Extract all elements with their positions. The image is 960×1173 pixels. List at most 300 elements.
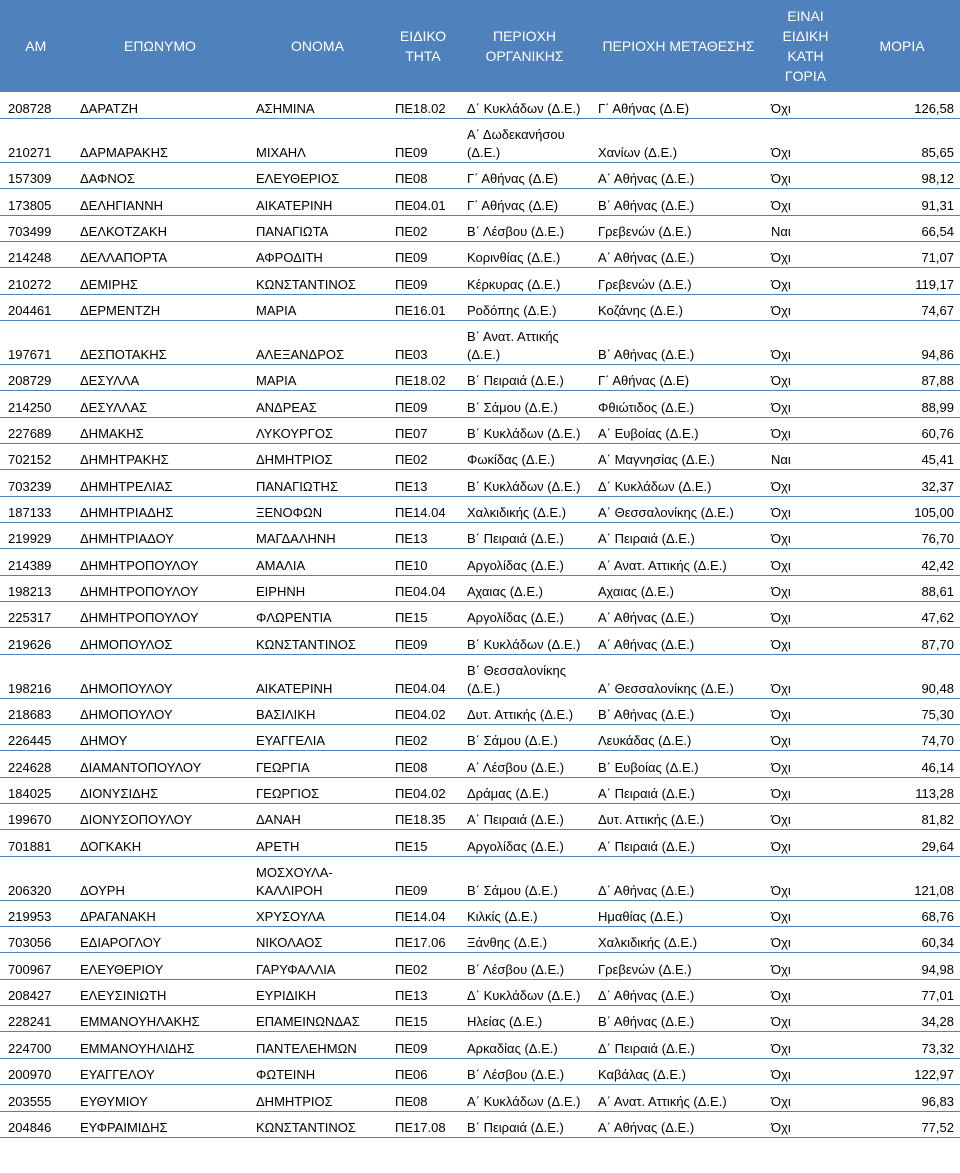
cell-points: 77,01 <box>844 979 960 1005</box>
cell-transfer-area: Χαλκιδικής (Δ.Ε.) <box>590 927 767 953</box>
table-row <box>0 751 960 777</box>
cell-am: 173805 <box>0 189 72 215</box>
cell-surname: ΕΥΦΡΑΙΜΙΔΗΣ <box>72 1111 248 1137</box>
table-row <box>0 549 960 575</box>
cell-transfer-area: Λευκάδας (Δ.Ε.) <box>590 725 767 751</box>
cell-points: 34,28 <box>844 1006 960 1032</box>
cell-points: 113,28 <box>844 777 960 803</box>
cell-surname: ΔΗΜΟΠΟΥΛΟΣ <box>72 628 248 654</box>
cell-points: 94,86 <box>844 320 960 364</box>
table-row <box>0 215 960 241</box>
cell-points: 74,70 <box>844 725 960 751</box>
table-row <box>0 654 960 698</box>
table-body <box>0 92 960 1137</box>
cell-points: 46,14 <box>844 751 960 777</box>
cell-transfer-area: Ημαθίας (Δ.Ε.) <box>590 900 767 926</box>
cell-am: 700967 <box>0 953 72 979</box>
cell-surname: ΔΗΜΗΤΡΟΠΟΥΛΟΥ <box>72 575 248 601</box>
table-row <box>0 241 960 267</box>
cell-name: ΓΑΡΥΦΑΛΛΙΑ <box>248 953 387 979</box>
cell-name: ΜΙΧΑΗΛ <box>248 118 387 162</box>
cell-transfer-area: Α΄ Αθήνας (Δ.Ε.) <box>590 1111 767 1137</box>
table-row <box>0 698 960 724</box>
cell-points: 91,31 <box>844 189 960 215</box>
cell-special-category: Όχι <box>767 628 844 654</box>
cell-organic-area: Αχαιας (Δ.Ε.) <box>459 575 590 601</box>
table-row <box>0 979 960 1005</box>
cell-organic-area: Ξάνθης (Δ.Ε.) <box>459 927 590 953</box>
cell-special-category: Όχι <box>767 391 844 417</box>
cell-organic-area: Κέρκυρας (Δ.Ε.) <box>459 268 590 294</box>
cell-name: ΓΕΩΡΓΙΑ <box>248 751 387 777</box>
cell-surname: ΔΗΜΟΠΟΥΛΟΥ <box>72 698 248 724</box>
table-row <box>0 522 960 548</box>
cell-special-category: Όχι <box>767 1085 844 1111</box>
cell-am: 208427 <box>0 979 72 1005</box>
cell-organic-area: Δράμας (Δ.Ε.) <box>459 777 590 803</box>
cell-transfer-area: Α΄ Πειραιά (Δ.Ε.) <box>590 830 767 856</box>
cell-points: 42,42 <box>844 549 960 575</box>
table-row <box>0 1111 960 1137</box>
table-row <box>0 496 960 522</box>
cell-organic-area: Ηλείας (Δ.Ε.) <box>459 1006 590 1032</box>
cell-am: 214389 <box>0 549 72 575</box>
cell-name: ΚΩΝΣΤΑΝΤΙΝΟΣ <box>248 1111 387 1137</box>
cell-am: 219953 <box>0 900 72 926</box>
cell-transfer-area: Α΄ Ανατ. Αττικής (Δ.Ε.) <box>590 1085 767 1111</box>
header-specialty-line2: ΤΗΤΑ <box>405 48 441 64</box>
cell-organic-area: Ροδόπης (Δ.Ε.) <box>459 294 590 320</box>
cell-am: 203555 <box>0 1085 72 1111</box>
cell-special-category: Όχι <box>767 294 844 320</box>
cell-specialty: ΠΕ18.35 <box>387 804 459 830</box>
header-transfer-area: ΠΕΡΙΟΧΗ ΜΕΤΑΘΕΣΗΣ <box>590 0 767 92</box>
cell-special-category: Όχι <box>767 92 844 118</box>
cell-organic-area: Β΄ Λέσβου (Δ.Ε.) <box>459 215 590 241</box>
cell-points: 88,99 <box>844 391 960 417</box>
cell-points: 90,48 <box>844 654 960 698</box>
cell-organic-area: Β΄ Κυκλάδων (Δ.Ε.) <box>459 417 590 443</box>
cell-transfer-area: Β΄ Αθήνας (Δ.Ε.) <box>590 320 767 364</box>
cell-organic-area: Γ΄ Αθήνας (Δ.Ε) <box>459 162 590 188</box>
cell-name: ΓΕΩΡΓΙΟΣ <box>248 777 387 803</box>
cell-surname: ΔΕΜΙΡΗΣ <box>72 268 248 294</box>
cell-specialty: ΠΕ02 <box>387 725 459 751</box>
cell-surname: ΔΕΡΜΕΝΤΖΗ <box>72 294 248 320</box>
cell-specialty: ΠΕ10 <box>387 549 459 575</box>
header-specialty-line1: ΕΙΔΙΚΟ <box>399 28 447 44</box>
table-row <box>0 628 960 654</box>
cell-am: 219929 <box>0 522 72 548</box>
cell-specialty: ΠΕ13 <box>387 522 459 548</box>
cell-specialty: ΠΕ15 <box>387 1006 459 1032</box>
cell-specialty: ΠΕ09 <box>387 856 459 900</box>
cell-points: 71,07 <box>844 241 960 267</box>
cell-surname: ΔΙΟΝΥΣΙΔΗΣ <box>72 777 248 803</box>
cell-name: ΑΣΗΜΙΝΑ <box>248 92 387 118</box>
cell-specialty: ΠΕ02 <box>387 443 459 469</box>
table-row <box>0 92 960 118</box>
cell-points: 60,76 <box>844 417 960 443</box>
cell-special-category: Όχι <box>767 241 844 267</box>
cell-specialty: ΠΕ04.04 <box>387 575 459 601</box>
cell-organic-area: Β΄ Κυκλάδων (Δ.Ε.) <box>459 628 590 654</box>
cell-organic-area: Α΄ Κυκλάδων (Δ.Ε.) <box>459 1085 590 1111</box>
header-points: ΜΟΡΙΑ <box>844 0 960 92</box>
cell-transfer-area: Β΄ Αθήνας (Δ.Ε.) <box>590 1006 767 1032</box>
cell-transfer-area: Γρεβενών (Δ.Ε.) <box>590 953 767 979</box>
cell-special-category: Όχι <box>767 1032 844 1058</box>
cell-specialty: ΠΕ09 <box>387 241 459 267</box>
cell-transfer-area: Γρεβενών (Δ.Ε.) <box>590 268 767 294</box>
cell-transfer-area: Δ΄ Πειραιά (Δ.Ε.) <box>590 1032 767 1058</box>
cell-am: 225317 <box>0 602 72 628</box>
cell-transfer-area: Δ΄ Αθήνας (Δ.Ε.) <box>590 979 767 1005</box>
table-row <box>0 391 960 417</box>
header-special-line2: ΕΙΔΙΚΗ <box>782 28 829 44</box>
cell-special-category: Όχι <box>767 268 844 294</box>
cell-name: ΒΑΣΙΛΙΚΗ <box>248 698 387 724</box>
cell-organic-area: Α΄ Πειραιά (Δ.Ε.) <box>459 804 590 830</box>
cell-specialty: ΠΕ09 <box>387 628 459 654</box>
cell-am: 197671 <box>0 320 72 364</box>
header-special-line3: ΚΑΤΗ <box>787 48 824 64</box>
cell-am: 227689 <box>0 417 72 443</box>
cell-surname: ΔΗΜΗΤΡΟΠΟΥΛΟΥ <box>72 602 248 628</box>
cell-points: 68,76 <box>844 900 960 926</box>
table-row <box>0 1058 960 1084</box>
cell-specialty: ΠΕ04.02 <box>387 777 459 803</box>
cell-organic-area: Α΄ Δωδεκανήσου (Δ.Ε.) <box>459 118 590 162</box>
cell-organic-area: Β΄ Ανατ. Αττικής (Δ.Ε.) <box>459 320 590 364</box>
cell-am: 204461 <box>0 294 72 320</box>
cell-surname: ΔΕΣΥΛΛΑΣ <box>72 391 248 417</box>
cell-points: 88,61 <box>844 575 960 601</box>
table-row <box>0 575 960 601</box>
cell-am: 218683 <box>0 698 72 724</box>
cell-specialty: ΠΕ15 <box>387 830 459 856</box>
cell-specialty: ΠΕ15 <box>387 602 459 628</box>
cell-transfer-area: Α΄ Πειραιά (Δ.Ε.) <box>590 777 767 803</box>
cell-points: 94,98 <box>844 953 960 979</box>
cell-transfer-area: Α΄ Αθήνας (Δ.Ε.) <box>590 241 767 267</box>
cell-points: 98,12 <box>844 162 960 188</box>
cell-name: ΕΥΑΓΓΕΛΙΑ <box>248 725 387 751</box>
table-row <box>0 320 960 364</box>
cell-name: ΕΛΕΥΘΕΡΙΟΣ <box>248 162 387 188</box>
cell-am: 199670 <box>0 804 72 830</box>
cell-special-category: Όχι <box>767 804 844 830</box>
cell-organic-area: Δ΄ Κυκλάδων (Δ.Ε.) <box>459 92 590 118</box>
table-row <box>0 294 960 320</box>
cell-surname: ΕΔΙΑΡΟΓΛΟΥ <box>72 927 248 953</box>
cell-specialty: ΠΕ13 <box>387 470 459 496</box>
cell-surname: ΔΗΜΗΤΡΟΠΟΥΛΟΥ <box>72 549 248 575</box>
cell-organic-area: Β΄ Λέσβου (Δ.Ε.) <box>459 953 590 979</box>
cell-specialty: ΠΕ17.08 <box>387 1111 459 1137</box>
cell-organic-area: Β΄ Σάμου (Δ.Ε.) <box>459 725 590 751</box>
cell-name: ΑΙΚΑΤΕΡΙΝΗ <box>248 654 387 698</box>
cell-transfer-area: Γ΄ Αθήνας (Δ.Ε) <box>590 92 767 118</box>
cell-points: 121,08 <box>844 856 960 900</box>
cell-transfer-area: Α΄ Αθήνας (Δ.Ε.) <box>590 628 767 654</box>
cell-transfer-area: Α΄ Ευβοίας (Δ.Ε.) <box>590 417 767 443</box>
table-row <box>0 927 960 953</box>
cell-surname: ΕΜΜΑΝΟΥΗΛΙΔΗΣ <box>72 1032 248 1058</box>
cell-points: 73,32 <box>844 1032 960 1058</box>
header-organic-line1: ΠΕΡΙΟΧΗ <box>492 28 556 44</box>
cell-points: 60,34 <box>844 927 960 953</box>
cell-surname: ΔΕΣΥΛΛΑ <box>72 364 248 390</box>
table-row <box>0 364 960 390</box>
cell-organic-area: Β΄ Πειραιά (Δ.Ε.) <box>459 522 590 548</box>
cell-specialty: ΠΕ02 <box>387 953 459 979</box>
cell-points: 47,62 <box>844 602 960 628</box>
cell-special-category: Όχι <box>767 927 844 953</box>
cell-surname: ΔΗΜΑΚΗΣ <box>72 417 248 443</box>
cell-transfer-area: Γρεβενών (Δ.Ε.) <box>590 215 767 241</box>
cell-specialty: ΠΕ09 <box>387 391 459 417</box>
cell-am: 703056 <box>0 927 72 953</box>
cell-am: 198216 <box>0 654 72 698</box>
cell-name: ΝΙΚΟΛΑΟΣ <box>248 927 387 953</box>
cell-surname: ΔΑΡΜΑΡΑΚΗΣ <box>72 118 248 162</box>
cell-name: ΜΑΡΙΑ <box>248 294 387 320</box>
cell-name: ΔΗΜΗΤΡΙΟΣ <box>248 443 387 469</box>
table-row <box>0 417 960 443</box>
cell-special-category: Όχι <box>767 1111 844 1137</box>
cell-name: ΑΜΑΛΙΑ <box>248 549 387 575</box>
table-row <box>0 777 960 803</box>
cell-specialty: ΠΕ09 <box>387 1032 459 1058</box>
cell-transfer-area: Γ΄ Αθήνας (Δ.Ε) <box>590 364 767 390</box>
cell-specialty: ΠΕ04.04 <box>387 654 459 698</box>
table-row <box>0 900 960 926</box>
cell-organic-area: Β΄ Θεσσαλονίκης (Δ.Ε.) <box>459 654 590 698</box>
cell-points: 66,54 <box>844 215 960 241</box>
cell-am: 214250 <box>0 391 72 417</box>
table-row <box>0 443 960 469</box>
cell-surname: ΕΜΜΑΝΟΥΗΛΑΚΗΣ <box>72 1006 248 1032</box>
table-row <box>0 1006 960 1032</box>
cell-transfer-area: Α΄ Αθήνας (Δ.Ε.) <box>590 162 767 188</box>
cell-am: 224700 <box>0 1032 72 1058</box>
cell-specialty: ΠΕ13 <box>387 979 459 1005</box>
cell-organic-area: Αργολίδας (Δ.Ε.) <box>459 602 590 628</box>
cell-surname: ΔΕΛΗΓΙΑΝΝΗ <box>72 189 248 215</box>
cell-name: ΔΑΝΑΗ <box>248 804 387 830</box>
cell-am: 703239 <box>0 470 72 496</box>
header-specialty <box>387 0 459 92</box>
cell-am: 219626 <box>0 628 72 654</box>
cell-special-category: Όχι <box>767 698 844 724</box>
cell-organic-area: Κορινθίας (Δ.Ε.) <box>459 241 590 267</box>
cell-points: 74,67 <box>844 294 960 320</box>
cell-name: ΛΥΚΟΥΡΓΟΣ <box>248 417 387 443</box>
cell-specialty: ΠΕ07 <box>387 417 459 443</box>
cell-specialty: ΠΕ17.06 <box>387 927 459 953</box>
cell-specialty: ΠΕ08 <box>387 162 459 188</box>
cell-name: ΜΑΓΔΑΛΗΝΗ <box>248 522 387 548</box>
cell-am: 224628 <box>0 751 72 777</box>
cell-organic-area: Δυτ. Αττικής (Δ.Ε.) <box>459 698 590 724</box>
cell-surname: ΔΡΑΓΑΝΑΚΗ <box>72 900 248 926</box>
cell-surname: ΔΗΜΗΤΡΕΛΙΑΣ <box>72 470 248 496</box>
cell-transfer-area: Α΄ Θεσσαλονίκης (Δ.Ε.) <box>590 654 767 698</box>
cell-specialty: ΠΕ08 <box>387 751 459 777</box>
table-row <box>0 1032 960 1058</box>
cell-specialty: ΠΕ03 <box>387 320 459 364</box>
header-am: ΑΜ <box>0 0 72 92</box>
cell-specialty: ΠΕ04.02 <box>387 698 459 724</box>
table-row <box>0 830 960 856</box>
cell-special-category: Όχι <box>767 118 844 162</box>
cell-organic-area: Β΄ Κυκλάδων (Δ.Ε.) <box>459 470 590 496</box>
cell-special-category: Όχι <box>767 575 844 601</box>
cell-points: 126,58 <box>844 92 960 118</box>
cell-points: 87,88 <box>844 364 960 390</box>
cell-am: 204846 <box>0 1111 72 1137</box>
cell-points: 81,82 <box>844 804 960 830</box>
cell-organic-area: Α΄ Λέσβου (Δ.Ε.) <box>459 751 590 777</box>
cell-specialty: ΠΕ14.04 <box>387 496 459 522</box>
cell-special-category: Όχι <box>767 777 844 803</box>
cell-am: 208728 <box>0 92 72 118</box>
cell-name: ΧΡΥΣΟΥΛΑ <box>248 900 387 926</box>
table-row <box>0 856 960 900</box>
cell-special-category: Όχι <box>767 830 844 856</box>
cell-points: 122,97 <box>844 1058 960 1084</box>
table-row <box>0 602 960 628</box>
cell-organic-area: Β΄ Λέσβου (Δ.Ε.) <box>459 1058 590 1084</box>
cell-specialty: ΠΕ18.02 <box>387 92 459 118</box>
cell-surname: ΔΙΟΝΥΣΟΠΟΥΛΟΥ <box>72 804 248 830</box>
cell-transfer-area: Δ΄ Κυκλάδων (Δ.Ε.) <box>590 470 767 496</box>
header-organic-line2: ΟΡΓΑΝΙΚΗΣ <box>485 48 564 64</box>
cell-surname: ΔΙΑΜΑΝΤΟΠΟΥΛΟΥ <box>72 751 248 777</box>
cell-name: ΕΠΑΜΕΙΝΩΝΔΑΣ <box>248 1006 387 1032</box>
header-special-line4: ΓΟΡΙΑ <box>784 68 827 84</box>
cell-organic-area: Χαλκιδικής (Δ.Ε.) <box>459 496 590 522</box>
cell-name: ΦΛΩΡΕΝΤΙΑ <box>248 602 387 628</box>
cell-am: 214248 <box>0 241 72 267</box>
table-row <box>0 118 960 162</box>
cell-am: 226445 <box>0 725 72 751</box>
cell-specialty: ΠΕ14.04 <box>387 900 459 926</box>
table-row <box>0 189 960 215</box>
cell-specialty: ΠΕ09 <box>387 118 459 162</box>
cell-special-category: Όχι <box>767 496 844 522</box>
header-special-category <box>767 0 844 92</box>
cell-transfer-area: Δ΄ Αθήνας (Δ.Ε.) <box>590 856 767 900</box>
cell-special-category: Όχι <box>767 654 844 698</box>
cell-points: 75,30 <box>844 698 960 724</box>
table-row <box>0 953 960 979</box>
cell-special-category: Όχι <box>767 1058 844 1084</box>
cell-points: 85,65 <box>844 118 960 162</box>
cell-name: ΑΛΕΞΑΝΔΡΟΣ <box>248 320 387 364</box>
cell-special-category: Όχι <box>767 725 844 751</box>
table-row <box>0 470 960 496</box>
cell-surname: ΕΛΕΥΘΕΡΙΟΥ <box>72 953 248 979</box>
cell-am: 208729 <box>0 364 72 390</box>
header-surname: ΕΠΩΝΥΜΟ <box>72 0 248 92</box>
cell-special-category: Ναι <box>767 215 844 241</box>
cell-name: ΔΗΜΗΤΡΙΟΣ <box>248 1085 387 1111</box>
cell-surname: ΔΗΜΟΠΟΥΛΟΥ <box>72 654 248 698</box>
cell-special-category: Όχι <box>767 602 844 628</box>
cell-points: 45,41 <box>844 443 960 469</box>
cell-surname: ΕΛΕΥΣΙΝΙΩΤΗ <box>72 979 248 1005</box>
cell-specialty: ΠΕ09 <box>387 268 459 294</box>
cell-name: ΑΙΚΑΤΕΡΙΝΗ <box>248 189 387 215</box>
cell-points: 119,17 <box>844 268 960 294</box>
cell-transfer-area: Καβάλας (Δ.Ε.) <box>590 1058 767 1084</box>
cell-surname: ΔΟΓΚΑΚΗ <box>72 830 248 856</box>
cell-special-category: Όχι <box>767 417 844 443</box>
cell-organic-area: Β΄ Πειραιά (Δ.Ε.) <box>459 364 590 390</box>
cell-special-category: Όχι <box>767 320 844 364</box>
cell-surname: ΔΕΛΛΑΠΟΡΤΑ <box>72 241 248 267</box>
cell-transfer-area: Α΄ Μαγνησίας (Δ.Ε.) <box>590 443 767 469</box>
cell-transfer-area: Β΄ Αθήνας (Δ.Ε.) <box>590 189 767 215</box>
cell-special-category: Όχι <box>767 751 844 777</box>
cell-name: ΑΡΕΤΗ <box>248 830 387 856</box>
cell-organic-area: Β΄ Σάμου (Δ.Ε.) <box>459 391 590 417</box>
cell-name: ΕΙΡΗΝΗ <box>248 575 387 601</box>
cell-name: ΜΑΡΙΑ <box>248 364 387 390</box>
cell-transfer-area: Α΄ Θεσσαλονίκης (Δ.Ε.) <box>590 496 767 522</box>
cell-specialty: ΠΕ06 <box>387 1058 459 1084</box>
cell-organic-area: Β΄ Σάμου (Δ.Ε.) <box>459 856 590 900</box>
cell-surname: ΔΗΜΗΤΡΙΑΔΗΣ <box>72 496 248 522</box>
cell-transfer-area: Κοζάνης (Δ.Ε.) <box>590 294 767 320</box>
cell-surname: ΔΕΣΠΟΤΑΚΗΣ <box>72 320 248 364</box>
cell-organic-area: Αργολίδας (Δ.Ε.) <box>459 830 590 856</box>
cell-name: ΠΑΝΑΓΙΩΤΗΣ <box>248 470 387 496</box>
cell-organic-area: Β΄ Πειραιά (Δ.Ε.) <box>459 1111 590 1137</box>
header-organic-area <box>459 0 590 92</box>
cell-transfer-area: Α΄ Πειραιά (Δ.Ε.) <box>590 522 767 548</box>
cell-transfer-area: Φθιώτιδος (Δ.Ε.) <box>590 391 767 417</box>
cell-name: ΕΥΡΙΔΙΚΗ <box>248 979 387 1005</box>
cell-special-category: Όχι <box>767 549 844 575</box>
cell-special-category: Όχι <box>767 470 844 496</box>
cell-surname: ΔΕΛΚΟΤΖΑΚΗ <box>72 215 248 241</box>
cell-organic-area: Κιλκίς (Δ.Ε.) <box>459 900 590 926</box>
cell-special-category: Όχι <box>767 189 844 215</box>
cell-name: ΠΑΝΤΕΛΕΗΜΩΝ <box>248 1032 387 1058</box>
cell-transfer-area: Αχαιας (Δ.Ε.) <box>590 575 767 601</box>
cell-points: 87,70 <box>844 628 960 654</box>
cell-am: 187133 <box>0 496 72 522</box>
cell-special-category: Όχι <box>767 162 844 188</box>
cell-organic-area: Φωκίδας (Δ.Ε.) <box>459 443 590 469</box>
cell-surname: ΔΟΥΡΗ <box>72 856 248 900</box>
cell-specialty: ΠΕ02 <box>387 215 459 241</box>
cell-name: ΠΑΝΑΓΙΩΤΑ <box>248 215 387 241</box>
cell-transfer-area: Α΄ Αθήνας (Δ.Ε.) <box>590 602 767 628</box>
cell-organic-area: Αρκαδίας (Δ.Ε.) <box>459 1032 590 1058</box>
cell-specialty: ΠΕ16.01 <box>387 294 459 320</box>
cell-am: 200970 <box>0 1058 72 1084</box>
cell-specialty: ΠΕ18.02 <box>387 364 459 390</box>
cell-specialty: ΠΕ04.01 <box>387 189 459 215</box>
cell-transfer-area: Β΄ Ευβοίας (Δ.Ε.) <box>590 751 767 777</box>
cell-am: 701881 <box>0 830 72 856</box>
cell-points: 105,00 <box>844 496 960 522</box>
header-special-line1: ΕΙΝΑΙ <box>787 8 824 24</box>
